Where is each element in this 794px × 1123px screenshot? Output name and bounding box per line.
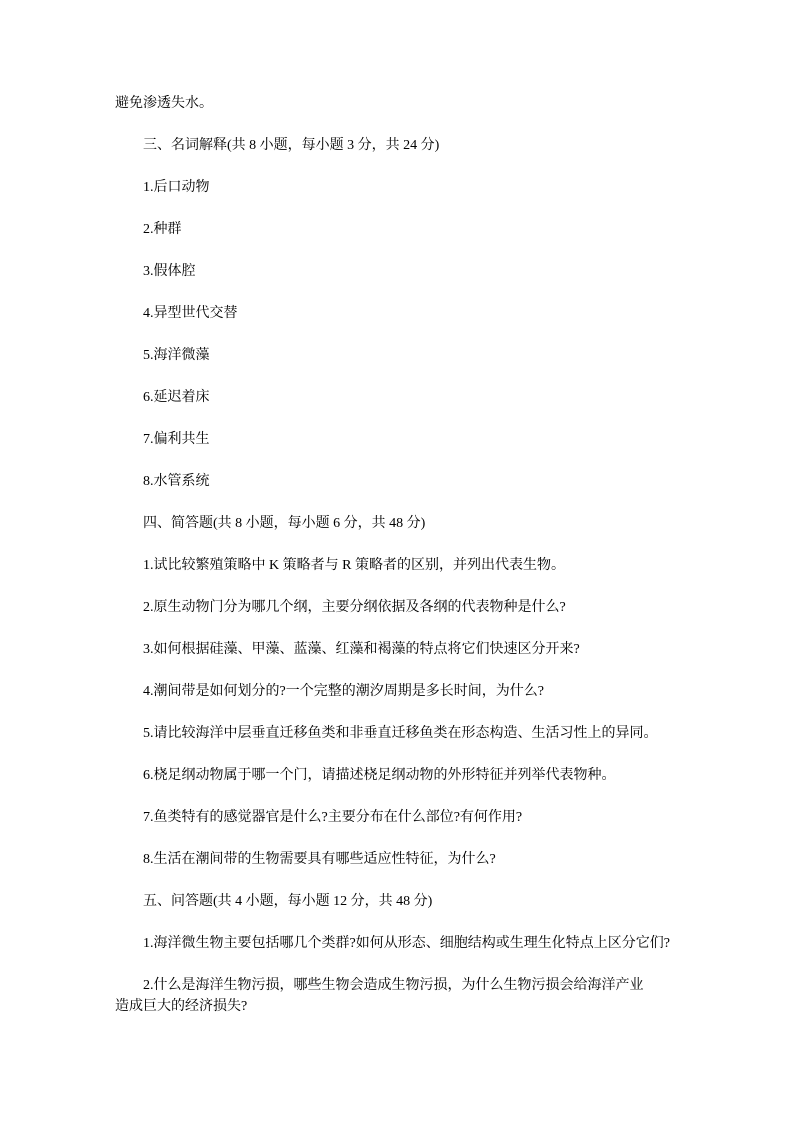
question-item: 6.延迟着床 xyxy=(143,390,210,405)
question-item: 6.桡足纲动物属于哪一个门，请描述桡足纲动物的外形特征并列举代表物种。 xyxy=(143,768,616,783)
question-item: 1.海洋微生物主要包括哪几个类群?如何从形态、细胞结构或生理生化特点上区分它们? xyxy=(143,936,670,951)
question-item: 3.如何根据硅藻、甲藻、蓝藻、红藻和褐藻的特点将它们快速区分开来? xyxy=(143,642,580,657)
intro-text: 避免渗透失水。 xyxy=(115,96,213,111)
question-item: 5.请比较海洋中层垂直迁移鱼类和非垂直迁移鱼类在形态构造、生活习性上的异同。 xyxy=(143,726,658,741)
question-item: 2.什么是海洋生物污损，哪些生物会造成生物污损，为什么生物污损会给海洋产业造成巨大的经济损失? xyxy=(115,978,644,1014)
question-item: 4.潮间带是如何划分的?一个完整的潮汐周期是多长时间，为什么? xyxy=(143,684,544,699)
question-item: 8.生活在潮间带的生物需要具有哪些适应性特征，为什么? xyxy=(143,852,496,867)
question-item: 7.鱼类特有的感觉器官是什么?主要分布在什么部位?有何作用? xyxy=(143,810,523,825)
question-item: 5.海洋微藻 xyxy=(143,348,210,363)
question-item: 8.水管系统 xyxy=(143,474,210,489)
question-item: 1.后口动物 xyxy=(143,180,210,195)
question-item: 3.假体腔 xyxy=(143,264,196,279)
question-item: 4.异型世代交替 xyxy=(143,306,238,321)
section-heading-3: 三、名词解释(共 8 小题，每小题 3 分，共 24 分) xyxy=(143,138,440,153)
section-heading-4: 四、简答题(共 8 小题，每小题 6 分，共 48 分) xyxy=(143,516,426,531)
question-item: 2.原生动物门分为哪几个纲，主要分纲依据及各纲的代表物种是什么? xyxy=(143,600,566,615)
section-heading-5: 五、问答题(共 4 小题，每小题 12 分，共 48 分) xyxy=(143,894,433,909)
question-item: 1.试比较繁殖策略中 K 策略者与 R 策略者的区别，并列出代表生物。 xyxy=(143,558,565,573)
question-item: 7.偏利共生 xyxy=(143,432,210,447)
question-item: 2.种群 xyxy=(143,222,182,237)
